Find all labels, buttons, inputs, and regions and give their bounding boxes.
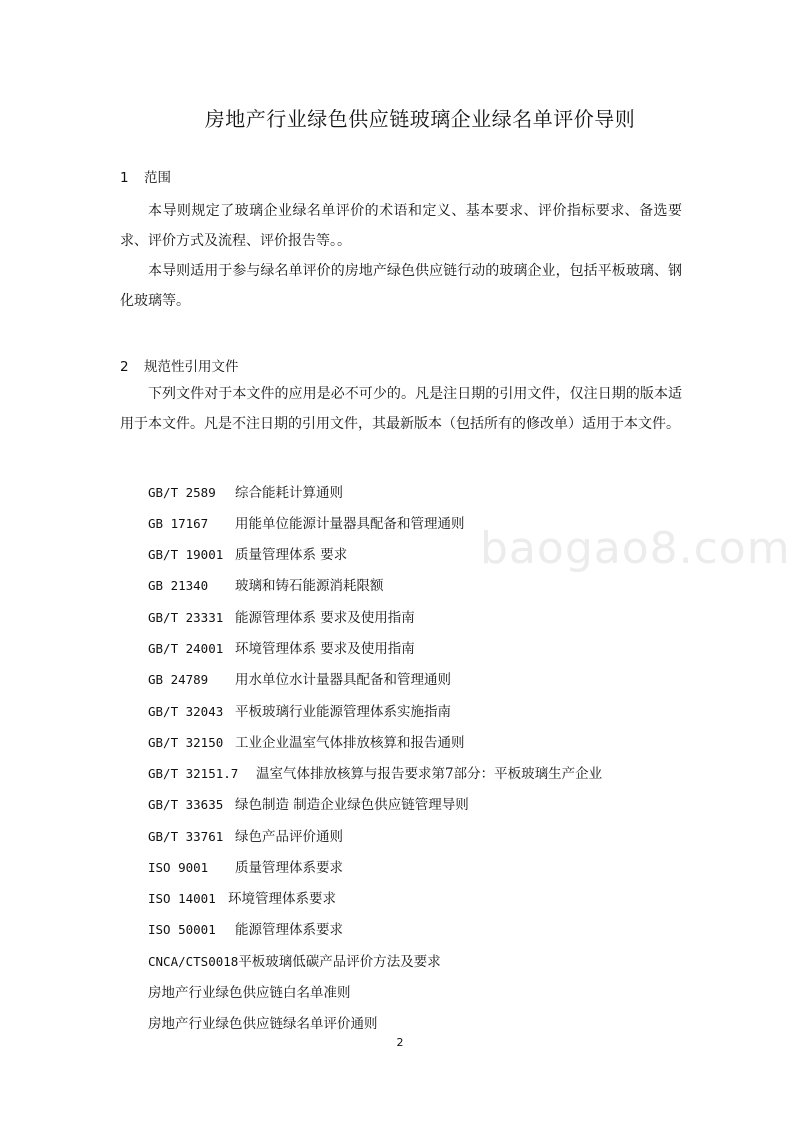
section-heading bbox=[120, 166, 171, 186]
reference-item bbox=[148, 762, 602, 782]
reference-code: ISO 9001 bbox=[148, 860, 209, 875]
reference-item bbox=[148, 887, 336, 907]
reference-item bbox=[148, 543, 347, 563]
reference-title: 玻璃和铸石能源消耗限额 bbox=[235, 578, 384, 594]
section-title: 范围 bbox=[144, 170, 171, 186]
reference-code: ISO 14001 bbox=[148, 891, 216, 906]
reference-item bbox=[148, 825, 343, 845]
reference-title: 绿色产品评价通则 bbox=[235, 829, 343, 845]
reference-item bbox=[148, 856, 343, 876]
reference-item bbox=[148, 574, 384, 594]
paragraph: 下列文件对于本文件的应用是必不可少的。凡是注日期的引用文件，仅注日期的版本适用于本文件。凡是不注日期的引用文件，其最新版本（包括所有的修改单）适用于本文件。 bbox=[120, 386, 682, 432]
reference-code: GB/T 19001 bbox=[148, 547, 224, 562]
reference-title: 能源管理体系 要求及使用指南 bbox=[235, 610, 415, 626]
reference-title: 绿色制造 制造企业绿色供应链管理导则 bbox=[235, 797, 469, 813]
reference-code: GB/T 33761 bbox=[148, 829, 224, 844]
section-heading bbox=[120, 355, 239, 375]
reference-title: 环境管理体系 要求及使用指南 bbox=[235, 641, 415, 657]
watermark: baogao8.com bbox=[480, 523, 791, 574]
reference-title: 房地产行业绿色供应链白名单准则 bbox=[148, 985, 351, 1001]
reference-item bbox=[148, 950, 441, 970]
reference-item bbox=[148, 668, 451, 688]
reference-code: GB 24789 bbox=[148, 672, 209, 687]
reference-title: 温室气体排放核算与报告要求第7部分：平板玻璃生产企业 bbox=[256, 766, 603, 782]
reference-code: CNCA/CTS0018 bbox=[148, 954, 239, 969]
paragraph: 本导则适用于参与绿名单评价的房地产绿色供应链行动的玻璃企业，包括平板玻璃、钢化玻璃等。 bbox=[120, 263, 682, 309]
reference-item bbox=[148, 637, 415, 657]
reference-item bbox=[148, 918, 343, 938]
reference-item bbox=[148, 700, 451, 720]
reference-code: GB/T 24001 bbox=[148, 641, 224, 656]
reference-title: 平板玻璃低碳产品评价方法及要求 bbox=[238, 954, 441, 970]
page-number: 2 bbox=[396, 1036, 404, 1049]
reference-code: GB 21340 bbox=[148, 578, 209, 593]
reference-title: 用能单位能源计量器具配备和管理通则 bbox=[235, 516, 465, 532]
section-number: 2 bbox=[120, 359, 129, 375]
reference-title: 能源管理体系要求 bbox=[235, 922, 343, 938]
reference-item bbox=[148, 1012, 378, 1032]
document-title: 房地产行业绿色供应链玻璃企业绿名单评价导则 bbox=[204, 107, 636, 131]
reference-code: GB/T 32043 bbox=[148, 704, 224, 719]
reference-item bbox=[148, 793, 469, 813]
reference-title: 环境管理体系要求 bbox=[228, 891, 336, 907]
reference-code: GB/T 32151.7 bbox=[148, 766, 239, 781]
reference-code: GB/T 23331 bbox=[148, 610, 224, 625]
reference-item bbox=[148, 481, 343, 501]
reference-item bbox=[148, 981, 351, 1001]
reference-item bbox=[148, 731, 465, 751]
reference-item bbox=[148, 512, 465, 532]
reference-title: 用水单位水计量器具配备和管理通则 bbox=[235, 672, 451, 688]
reference-title: 综合能耗计算通则 bbox=[235, 485, 343, 501]
reference-title: 工业企业温室气体排放核算和报告通则 bbox=[235, 735, 465, 751]
paragraph: 本导则规定了玻璃企业绿名单评价的术语和定义、基本要求、评价指标要求、备选要求、评价方式及流程、评价报告等。。 bbox=[120, 203, 682, 249]
reference-code: ISO 50001 bbox=[148, 922, 216, 937]
reference-title: 房地产行业绿色供应链绿名单评价通则 bbox=[148, 1016, 378, 1032]
reference-code: GB/T 32150 bbox=[148, 735, 224, 750]
reference-code: GB 17167 bbox=[148, 516, 209, 531]
reference-code: GB/T 2589 bbox=[148, 485, 216, 500]
reference-title: 平板玻璃行业能源管理体系实施指南 bbox=[235, 704, 451, 720]
reference-title: 质量管理体系要求 bbox=[235, 860, 343, 876]
reference-title: 质量管理体系 要求 bbox=[235, 547, 348, 563]
section-title: 规范性引用文件 bbox=[144, 359, 239, 375]
section-number: 1 bbox=[120, 170, 129, 186]
reference-code: GB/T 33635 bbox=[148, 797, 224, 812]
reference-item bbox=[148, 606, 415, 626]
